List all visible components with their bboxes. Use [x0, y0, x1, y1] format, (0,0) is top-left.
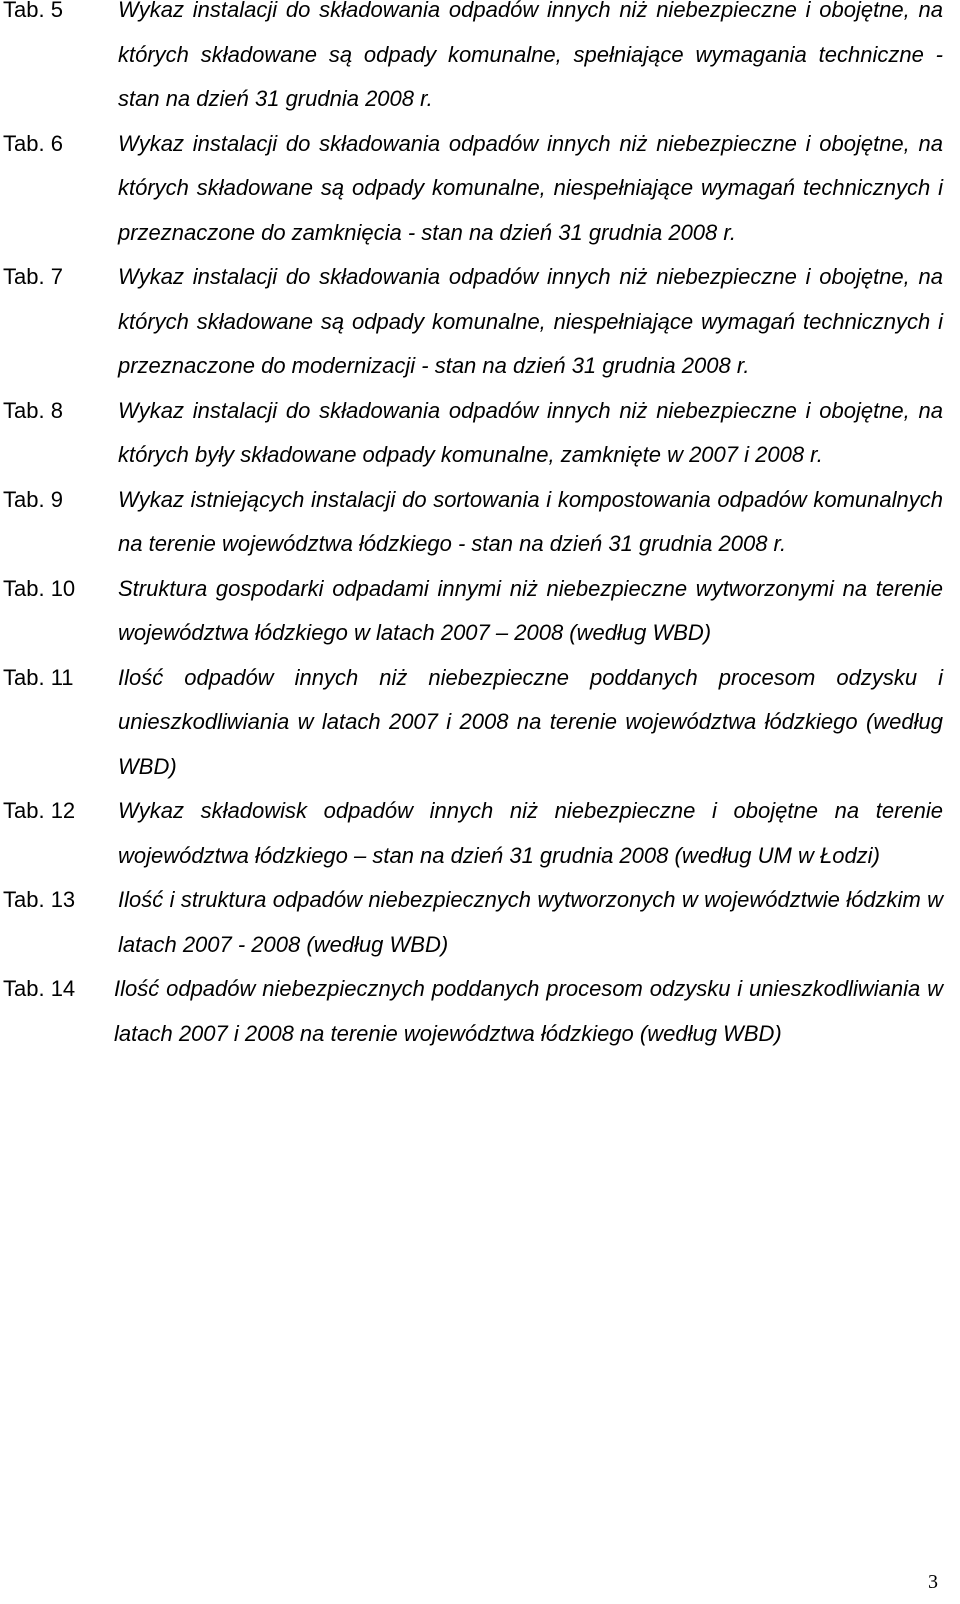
- list-item-tab-6: [3, 122, 943, 256]
- table-title: Wykaz składowisk odpadów innych niż niebezpieczne i obojętne na terenie województwa łódzkiego – stan na dzień 31 grudnia 2008 (według UM w Łodzi): [118, 798, 943, 868]
- list-item-tab-8: [3, 389, 943, 478]
- table-list: [3, 0, 943, 1056]
- list-item-tab-11: [3, 656, 943, 790]
- table-number: Tab. 8: [3, 397, 63, 423]
- list-item-tab-9: [3, 478, 943, 567]
- table-number: Tab. 6: [3, 130, 63, 156]
- table-title: Ilość odpadów innych niż niebezpieczne poddanych procesom odzysku i unieszkodliwiania w latach 2007 i 2008 na terenie województwa łódzkiego (według WBD): [118, 664, 943, 779]
- list-item-tab-5: [3, 0, 943, 122]
- table-number: Tab. 12: [3, 798, 76, 823]
- table-title: Struktura gospodarki odpadami innymi niż niebezpieczne wytworzonymi na terenie województwa łódzkiego w latach 2007 – 2008 (według WBD): [118, 575, 943, 645]
- list-item-tab-10: [3, 567, 943, 656]
- table-number: Tab. 10: [3, 575, 76, 601]
- table-title: Wykaz instalacji do składowania odpadów innych niż niebezpieczne i obojętne, na których składowane są odpady komunalne, spełniające wymagania techniczne - stan na dzień 31 grudnia 2008 r.: [118, 0, 943, 111]
- list-item-tab-12: [3, 789, 943, 878]
- table-number: Tab. 11: [3, 664, 74, 690]
- table-title: Ilość odpadów niebezpiecznych poddanych procesom odzysku i unieszkodliwiania w latach 2007 i 2008 na terenie województwa łódzkiego (według WBD): [114, 976, 943, 1046]
- table-number: Tab. 5: [3, 0, 63, 22]
- table-title: Wykaz istniejących instalacji do sortowania i kompostowania odpadów komunalnych na terenie województwa łódzkiego - stan na dzień 31 grudnia 2008 r.: [118, 486, 943, 556]
- table-title: Wykaz instalacji do składowania odpadów innych niż niebezpieczne i obojętne, na których były składowane odpady komunalne, zamknięte w 2007 i 2008 r.: [118, 397, 943, 467]
- table-title: Ilość i struktura odpadów niebezpiecznych wytworzonych w województwie łódzkim w latach 2007 - 2008 (według WBD): [118, 887, 943, 957]
- page-number: 3: [928, 1571, 938, 1593]
- table-number: Tab. 9: [3, 486, 63, 512]
- table-number: Tab. 13: [3, 887, 76, 912]
- table-title: Wykaz instalacji do składowania odpadów innych niż niebezpieczne i obojętne, na których składowane są odpady komunalne, niespełniające wymagań technicznych i przeznaczone do modernizacji - stan na dzień 31 grudnia 2008 r.: [118, 264, 943, 378]
- table-title: Wykaz instalacji do składowania odpadów innych niż niebezpieczne i obojętne, na których składowane są odpady komunalne, niespełniające wymagań technicznych i przeznaczone do zamknięcia - stan na dzień 31 grudnia 2008 r.: [118, 130, 943, 245]
- table-number: Tab. 14: [3, 976, 76, 1001]
- list-item-tab-13: [3, 878, 943, 967]
- list-item-tab-7: [3, 255, 943, 389]
- table-number: Tab. 7: [3, 264, 63, 289]
- list-item-tab-14: [3, 967, 943, 1056]
